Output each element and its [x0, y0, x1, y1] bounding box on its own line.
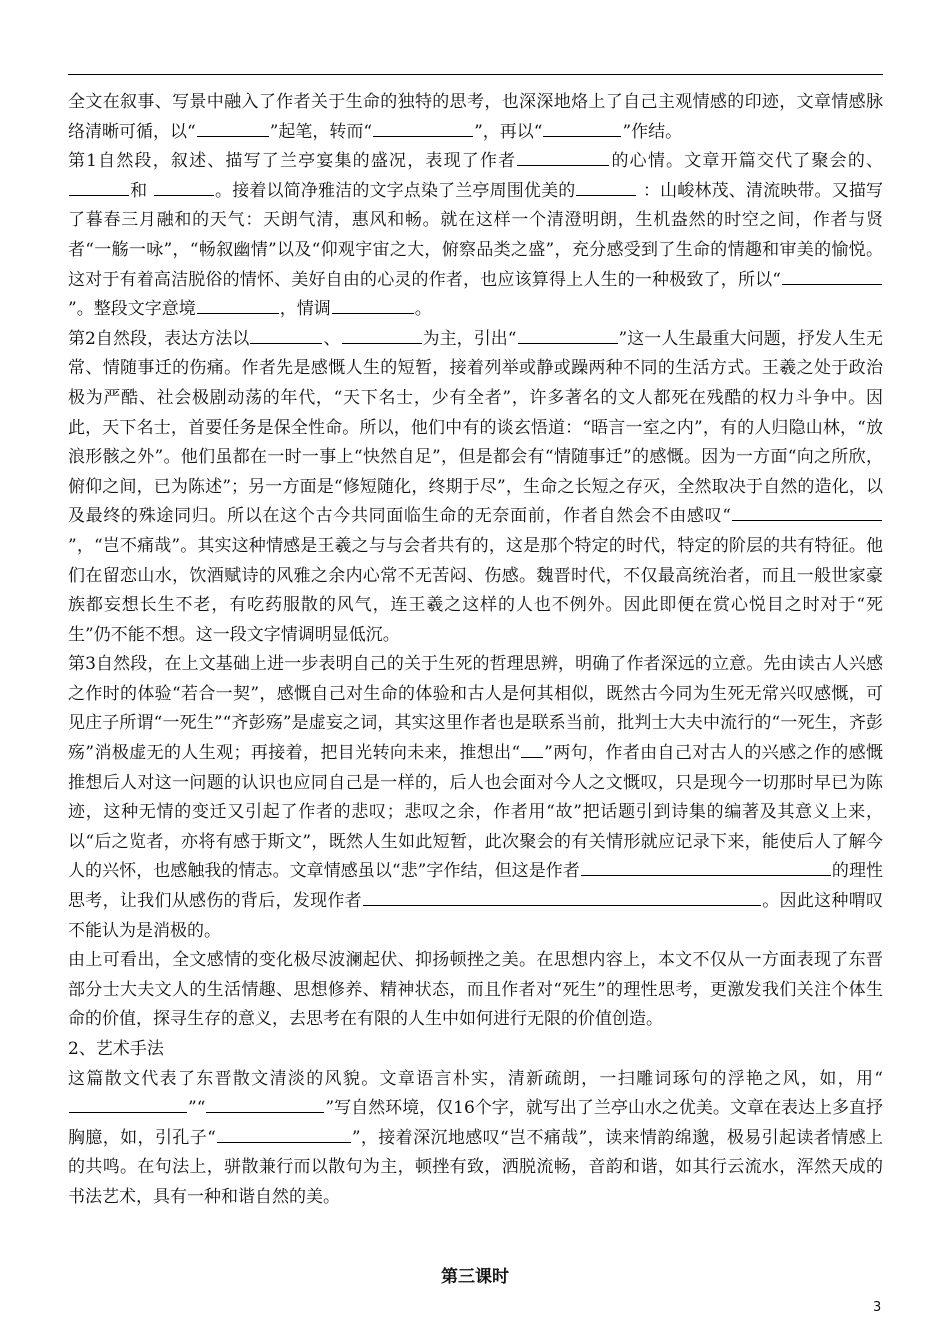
paragraph-text: 全文在叙事、写景中融入了作者关于生命的独特的思考，也深深地烙上了自己主观情感的印迹，文章情感脉络清晰可循，以“ [68, 92, 883, 142]
paragraph-text: ”写自然环境，仅16个字，就写出了兰亭山水之优美。文章在表达上多直抒胸臆，如，引孔子“ [68, 1098, 883, 1148]
paragraph [68, 325, 883, 651]
fill-in-blank [332, 312, 414, 314]
fill-in-blank [342, 342, 422, 344]
paragraph-text: ”，再以“ [474, 121, 543, 142]
header-rule [68, 74, 883, 75]
fill-in-blank [521, 756, 543, 758]
paragraph-text: ”两句，作者由自己对古人的兴感之作的感慨推想后人对这一问题的认识也应同自己是一样的，后人也会面对今人之文慨叹，只是现今一切那时早已为陈迹，这种无情的变迁又引起了作者的悲叹；悲叹之余，作者用“故”把话题引到诗集的编著及其意义上来，以“后之览者，亦将有感于斯文”，既然人生如此短暂，此次聚会的有关情形就应记录下来，能使后人了解今人的兴怀，也感触我的情志。文章情感虽以“悲”字作结，但这是作者 [68, 743, 883, 882]
fill-in-blank [197, 312, 279, 314]
paragraph-text: ”作结。 [622, 121, 683, 142]
fill-in-blank [154, 194, 214, 196]
fill-in-blank [206, 1111, 324, 1113]
fill-in-blank [543, 135, 621, 137]
fill-in-blank [782, 283, 882, 285]
paragraph-text: 2、艺术手法 [68, 1039, 164, 1059]
fill-in-blank [69, 194, 129, 196]
paragraph-text: ”，接着深沉地感叹“岂不痛哉”，读来情韵绵邈，极易引起读者情感上的共鸣。在句法上，骈散兼行而以散句为主，顿挫有致，洒脱流畅，音韵和谐，如其行云流水，浑然天成的书法艺术，具有一种和谐自然的美。 [68, 1127, 883, 1207]
paragraph-text: ”起笔，转而“ [269, 121, 373, 142]
paragraph-text: ：山峻林茂、清流映带。又描写了暮春三月融和的天气：天朗气清，惠风和畅。就在这样一个清澄明朗，生机盎然的时空之间，作者与贤者“一觞一咏”，“畅叙幽情”以及“仰观宇宙之大，俯察品类之盛”，充分感受到了生命的情趣和审美的愉悦。这对于有着高洁脱俗的情怀、美好自由的心灵的作者，也应该算得上人生的一种极致了，所以“ [68, 180, 884, 290]
paragraph-text: 、 [323, 328, 341, 349]
paragraph [68, 88, 883, 147]
paragraph-text: 。因此这种喟叹不能认为是消极的。 [68, 891, 884, 941]
fill-in-blank [363, 904, 761, 906]
paragraph-text: ”“ [188, 1098, 206, 1119]
paragraph-text: 的心情。文章开篇交代了聚会的、 [610, 151, 884, 172]
paragraph [68, 147, 883, 325]
paragraph-text: ”。整段文字意境 [68, 299, 196, 320]
page-number: 3 [873, 1300, 882, 1315]
paragraph-text: 第1自然段，叙述、描写了兰亭宴集的盛况，表现了作者 [68, 151, 517, 172]
paragraph-text: 和 [130, 180, 153, 201]
paragraph [68, 946, 883, 1035]
paragraph [68, 1065, 883, 1213]
paragraph-text: ”，“岂不痛哉”。其实这种情感是王羲之与与会者共有的，这是那个特定的时代，特定的阶层的共有特征。他们在留恋山水，饮酒赋诗的风雅之余内心常不无苦闷、伤感。魏晋时代，不仅最高统治者，而且一般世家豪族都妄想长生不老，有吃药服散的风气，连王羲之这样的人也不例外。因此即便在赏心悦目之时对于“死生”仍不能不想。这一段文字情调明显低沉。 [68, 535, 883, 645]
paragraph [68, 1035, 883, 1065]
paragraph-text: ”这一人生最重大问题，抒发人生无常、情随事迁的伤痛。作者先是感慨人生的短暂，接着列举或静或躁两种不同的生活方式。王羲之处于政治极为严酷、社会极剧动荡的年代，“天下名士，少有全者”，许多著名的文人都死在残酷的权力斗争中。因此，天下名士，首要任务是保全性命。所以，他们中有的谈玄悟道：“晤言一室之内”，有的人归隐山林，“放浪形骸之外”。他们虽都在一时一事上“快然自足”，但是都会有“情随事迁”的感慨。因为一方面“向之所欣，俯仰之间，已为陈述”；另一方面是“修短随化，终期于尽”，生命之长短之存灭，全然取决于自然的造化，以及最终的殊途同归。所以在这个古今共同面临生命的无奈面前，作者自然会不由感叹“ [68, 328, 883, 527]
section-heading: 第三课时 [441, 1267, 509, 1287]
fill-in-blank [250, 342, 322, 344]
document-body [68, 88, 883, 1213]
fill-in-blank [576, 194, 636, 196]
paragraph-text: 第2自然段，表达方法以 [68, 328, 250, 349]
fill-in-blank [517, 164, 609, 166]
paragraph-text: 为主，引出“ [422, 328, 517, 349]
paragraph-text: ，情调 [279, 299, 331, 320]
fill-in-blank [373, 135, 473, 137]
paragraph-text: 。接着以简净雅洁的文字点染了兰亭周围优美的 [214, 180, 576, 201]
paragraph-text: 由上可看出，全文感情的变化极尽波澜起伏、抑扬顿挫之美。在思想内容上，本文不仅从一方面表现了东晋部分士大夫文人的生活情趣、思想修养、精神状态，而且作者对“死生”的理性思考，更激发我们关注个体生命的价值，探寻生存的意义，去思考在有限的人生中如何进行无限的价值创造。 [68, 950, 883, 1030]
paragraph-text: 第3自然段，在上文基础上进一步表明自己的关于生死的哲理思辨，明确了作者深远的立意。先由读古人兴感之作时的体验“若合一契”，感慨自己对生命的体验和古人是何其相似，既然古今同为生死无常兴叹感慨，可见庄子所谓“一死生”“齐彭殇”是虚妄之词，其实这里作者也是联系当前，批判士大夫中流行的“一死生，齐彭殇”消极虚无的人生观；再接着，把目光转向未来，推想出“ [68, 654, 883, 764]
fill-in-blank [197, 135, 269, 137]
fill-in-blank [518, 342, 618, 344]
paragraph-text: 的理性思考，让我们从感伤的背后，发现作者 [68, 861, 884, 912]
paragraph-text: 这篇散文代表了东晋散文清淡的风貌。文章语言朴实，清新疏朗，一扫雕词琢句的浮艳之风，如，用“ [68, 1068, 883, 1089]
fill-in-blank [581, 874, 831, 876]
fill-in-blank [732, 519, 882, 521]
paragraph-text: 。 [414, 299, 432, 320]
fill-in-blank [217, 1141, 351, 1143]
fill-in-blank [69, 1111, 187, 1113]
paragraph [68, 650, 883, 946]
